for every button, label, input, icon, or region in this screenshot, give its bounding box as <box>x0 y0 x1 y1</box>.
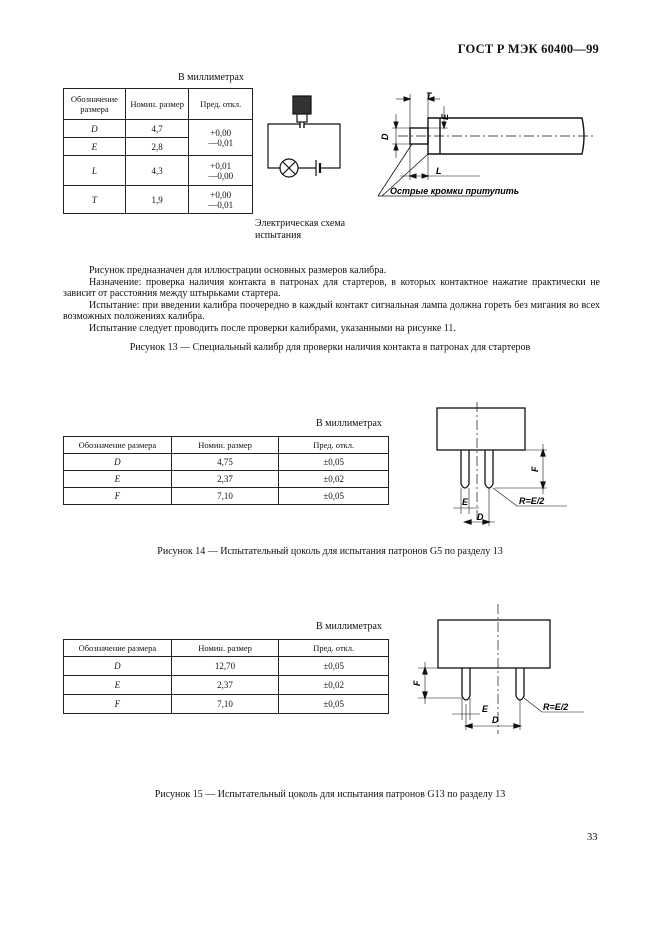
drawing-note: Острые кромки притупить <box>390 186 520 196</box>
table-cell: +0,00 —0,01 <box>189 186 253 214</box>
test-cap-g13-drawing <box>408 604 588 740</box>
units-note: В миллиметрах <box>178 72 244 83</box>
units-note: В миллиметрах <box>316 418 382 429</box>
column-header: Обозначение размера <box>64 437 172 454</box>
figure-13-description <box>63 265 600 335</box>
paragraph: Рисунок предназначен для иллюстрации основных размеров калибра. <box>89 265 387 276</box>
dim-label-E: E <box>440 113 450 120</box>
table-cell: 7,10 <box>171 488 279 505</box>
table-cell: +0,00 —0,01 <box>189 120 253 156</box>
dim-label-D: D <box>380 133 390 140</box>
table-cell: 1,9 <box>125 186 189 214</box>
dim-label-L: L <box>436 166 442 176</box>
table-cell: D <box>64 657 172 676</box>
table-cell: 4,7 <box>125 120 189 138</box>
dim-label-T: T <box>426 91 432 101</box>
column-header: Пред. откл. <box>279 640 389 657</box>
table-cell: ±0,02 <box>279 676 389 695</box>
table-cell: ±0,05 <box>279 695 389 714</box>
table-cell: ±0,05 <box>279 454 389 471</box>
column-header: Обозначение размера <box>64 640 172 657</box>
dim-label-F: F <box>530 466 540 472</box>
figure-15-caption: Рисунок 15 — Испытательный цоколь для испытания патронов G13 по разделу 13 <box>154 789 506 800</box>
table-cell: 7,10 <box>171 695 279 714</box>
column-header: Пред. откл. <box>279 437 389 454</box>
table-cell: +0,01 —0,00 <box>189 156 253 186</box>
column-header: Обозначение размера <box>64 89 126 120</box>
dim-label-D: D <box>477 512 484 522</box>
dim-label-E: E <box>482 704 489 714</box>
column-header: Номин. размер <box>125 89 189 120</box>
fig15-dimensions-table <box>63 639 389 714</box>
table-cell: D <box>64 454 172 471</box>
table-cell: D <box>64 120 126 138</box>
dim-label-R: R=E/2 <box>519 496 545 506</box>
table-cell: E <box>64 676 172 695</box>
figure-13-caption: Рисунок 13 — Специальный калибр для проверки наличия контакта в патронах для стартеров <box>129 342 531 353</box>
dim-label-F: F <box>412 680 422 686</box>
table-cell: ±0,02 <box>279 471 389 488</box>
column-header: Номин. размер <box>171 437 279 454</box>
table-cell: 4,75 <box>171 454 279 471</box>
table-cell: 2,37 <box>171 471 279 488</box>
units-note: В миллиметрах <box>316 621 382 632</box>
table-cell: F <box>64 695 172 714</box>
table-cell: E <box>64 471 172 488</box>
paragraph: Испытание следует проводить после проверки калибрами, указанными на рисунке 11. <box>89 322 456 334</box>
table-cell: ±0,05 <box>279 488 389 505</box>
test-cap-g5-drawing <box>425 400 595 532</box>
dim-label-R: R=E/2 <box>543 702 569 712</box>
table-cell: L <box>64 156 126 186</box>
fig13-dimensions-table <box>63 88 253 214</box>
column-header: Пред. откл. <box>189 89 253 120</box>
schema-caption: Электрическая схема испытания <box>255 218 346 241</box>
column-header: Номин. размер <box>171 640 279 657</box>
page-number: 33 <box>587 832 598 843</box>
table-cell: 2,37 <box>171 676 279 695</box>
dim-label-D: D <box>492 715 499 725</box>
table-cell: E <box>64 138 126 156</box>
table-cell: F <box>64 488 172 505</box>
document-header: ГОСТ Р МЭК 60400—99 <box>457 42 599 56</box>
gauge-drawing <box>370 86 600 204</box>
dim-label-E: E <box>462 497 469 507</box>
fig14-dimensions-table <box>63 436 389 505</box>
electrical-test-circuit <box>262 88 352 190</box>
table-cell: T <box>64 186 126 214</box>
table-cell: 12,70 <box>171 657 279 676</box>
paragraph: Испытание: при введении калибра поочередно в каждый контакт сигнальная лампа должна гореть без мигания во всех возможных положениях калибра. <box>63 299 600 323</box>
paragraph: Назначение: проверка наличия контакта в патронах для стартеров, в которых контактное нажатие практически не зависит от расстояния между штырьками стартера. <box>63 276 600 300</box>
figure-14-caption: Рисунок 14 — Испытательный цоколь для испытания патронов G5 по разделу 13 <box>157 546 503 557</box>
table-cell: 4,3 <box>125 156 189 186</box>
table-cell: 2,8 <box>125 138 189 156</box>
table-cell: ±0,05 <box>279 657 389 676</box>
